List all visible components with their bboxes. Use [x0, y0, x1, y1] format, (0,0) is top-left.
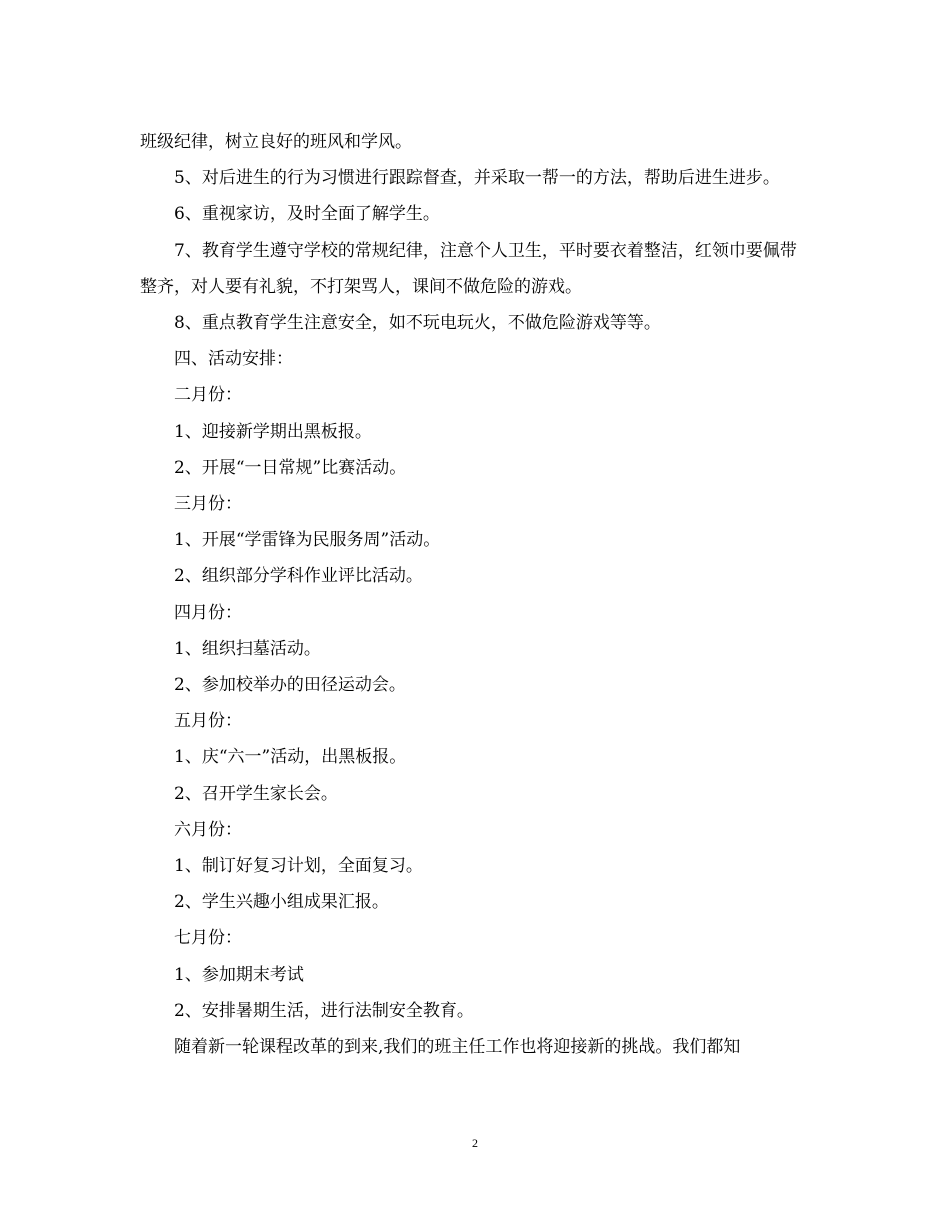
- document-body: [140, 124, 810, 1065]
- list-item: 2、组织部分学科作业评比活动。: [174, 566, 423, 587]
- paragraph-closing: 随着新一轮课程改革的到来,我们的班主任工作也将迎接新的挑战。我们都知: [174, 1037, 741, 1058]
- list-item: 1、迎接新学期出黑板报。: [174, 421, 372, 442]
- month-heading-june: 六月份：: [174, 819, 242, 840]
- list-item: 1、开展“学雷锋为民服务周”活动。: [174, 530, 441, 551]
- paragraph-item-8: 8、重点教育学生注意安全，如不玩电玩火，不做危险游戏等等。: [174, 313, 661, 334]
- list-item: 1、组织扫墓活动。: [174, 638, 321, 659]
- section-heading-activities: 四、活动安排：: [174, 349, 293, 370]
- list-item: 2、安排暑期生活，进行法制安全教育。: [174, 1000, 474, 1021]
- list-item: 1、制订好复习计划，全面复习。: [174, 856, 423, 877]
- month-heading-may: 五月份：: [174, 711, 242, 732]
- paragraph-item-6: 6、重视家访，及时全面了解学生。: [174, 204, 440, 225]
- paragraph-item-5: 5、对后进生的行为习惯进行跟踪督查，并采取一帮一的方法，帮助后进生进步。: [174, 168, 780, 189]
- month-heading-february: 二月份：: [174, 385, 242, 406]
- page-number: 2: [472, 1136, 478, 1150]
- list-item: 1、参加期末考试: [174, 964, 304, 985]
- month-heading-march: 三月份：: [174, 494, 242, 515]
- month-heading-april: 四月份：: [174, 602, 242, 623]
- paragraph-continuation: 班级纪律，树立良好的班风和学风。: [140, 132, 412, 152]
- list-item: 2、参加校举办的田径运动会。: [174, 675, 406, 696]
- list-item: 2、召开学生家长会。: [174, 783, 338, 804]
- list-item: 2、学生兴趣小组成果汇报。: [174, 892, 389, 913]
- month-heading-july: 七月份：: [174, 928, 242, 949]
- paragraph-item-7: 7、教育学生遵守学校的常规纪律，注意个人卫生，平时要衣着整洁，红领巾要佩带整齐，对人要有礼貌，不打架骂人，课间不做危险的游戏。: [140, 240, 797, 297]
- list-item: 1、庆“六一”活动，出黑板报。: [174, 747, 407, 768]
- list-item: 2、开展“一日常规”比赛活动。: [174, 457, 407, 478]
